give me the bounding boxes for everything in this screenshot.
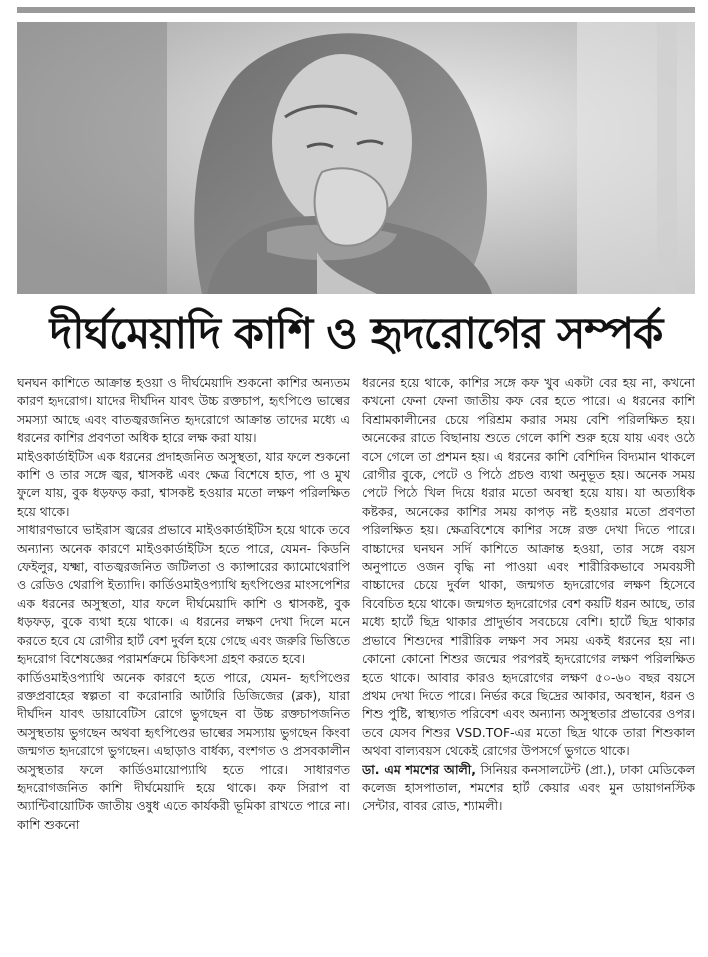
author-credit [362,761,695,816]
author-name: ডা. এম শমশের আলী, [362,761,476,777]
article-column-left [17,374,350,944]
article-body [17,374,695,944]
top-rule [17,7,695,13]
author-details: সিনিয়র কনসালটেন্ট (প্রা.), ঢাকা মেডিকেল কলেজ হাসপাতাল, শমশের হার্ট কেয়ার এবং মুন ডায়াগনস্টিক সেন্টার, বাবর রোড, শ্যামলী। [362,761,695,814]
paragraph: সাধারণভাবে ভাইরাস জ্বরের প্রভাবে মাইওকার্ডাইটিস হয়ে থাকে তবে অন্যান্য অনেক কারণে মাইওকার্ডাইটিস হতে পারে, যেমন- কিডনি ফেইলুর, যক্ষ্মা, বাতজ্বরজনিত জটিলতা ও ক্যান্সারের ক্যামোথেরাপি ও রেডিও থেরাপি ইত্যাদি। কার্ডিওমাইওপ্যাথি হৃৎপিণ্ডের মাংসপেশির এক ধরনের অসুস্থতা, যার ফলে দীর্ঘমেয়াদি কাশি ও শ্বাসকষ্ট, বুক ধড়ফড়, বুকে ব্যথা হয়ে থাকে। এ ধরনের লক্ষণ দেখা দিলে মনে করতে হবে যে রোগীর হার্ট বেশ দুর্বল হয়ে গেছে এবং জরুরি ভিত্তিতে হৃদরোগ বিশেষজ্ঞের পরামর্শক্রমে চিকিৎসা গ্রহণ করতে হবে। [17,522,350,667]
paragraph: ঘনঘন কাশিতে আক্রান্ত হওয়া ও দীর্ঘমেয়াদি শুকনো কাশির অন্যতম কারণ হৃদরোগ। যাদের দীর্ঘদিন যাবৎ উচ্চ রক্তচাপ, হৃৎপিণ্ডে ভাল্বের সমস্যা আছে এবং বাতজ্বরজনিত হৃদরোগে আক্রান্ত তাদের মধ্যে এ ধরনের কাশির প্রবণতা অধিক হারে লক্ষ করা যায়। [17,375,350,446]
paragraph: মাইওকার্ডাইটিস এক ধরনের প্রদাহজনিত অসুস্থতা, যার ফলে শুকনো কাশি ও তার সঙ্গে জ্বর, শ্বাসকষ্ট এবং ক্ষেত্র বিশেষে হাত, পা ও মুখ ফুলে যায়, বুক ধড়ফড় করা, শ্বাসকষ্ট হওয়ার মতো লক্ষণ পরিলক্ষিত হয়ে থাকে। [17,448,350,519]
paragraph: কার্ডিওমাইওপ্যাথি অনেক কারণে হতে পারে, যেমন- হৃৎপিণ্ডের রক্তপ্রবাহের স্বল্পতা বা করোনারি আর্টারি ডিজিজের (ব্লক), যারা দীর্ঘদিন যাবৎ ডায়াবেটিস রোগে ভুগছেন বা উচ্চ রক্তচাপজনিত অসুস্থতায় ভুগছেন অথবা হৃৎপিণ্ডের ভাল্বের সমস্যায় ভুগছেন কিংবা জন্মগত হৃদরোগে ভুগছেন। এছাড়াও বার্ধক্য, বংশগত ও প্রসবকালীন অসুস্থতার ফলে কার্ডিওমায়োপ্যাথি হতে পারে। সাধারণত হৃদরোগজনিত কাশি দীর্ঘমেয়াদি হয়ে থাকে। কফ সিরাপ বা অ্যান্টিবায়োটিক জাতীয় ওষুধ এতে কার্যকরী ভূমিকা রাখতে পারে না। কাশি শুকনো [17,669,350,832]
woman-coughing-photo [17,22,695,294]
article-column-right [362,374,695,944]
photo-illustration [17,22,695,294]
paragraph: ধরনের হয়ে থাকে, কাশির সঙ্গে কফ খুব একটা বের হয় না, কখনো কখনো ফেনা ফেনা জাতীয় কফ বের হতে পারে। এ ধরনের কাশি বিশ্রামকালীনের চেয়ে পরিশ্রম করার সময় বেশি পরিলক্ষিত হয়। অনেকের রাতে বিছানায় শুতে গেলে কাশি শুরু হয়ে যায় এবং ওঠে বসে গেলে তা প্রশমন হয়। এ ধরনের কাশি বেশিদিন বিদ্যমান থাকলে রোগীর বুকে, পেটে ও পিঠে প্রচণ্ড ব্যথা অনুভূত হয়। অনেক সময় পেটে পিঠে খিল দিয়ে ধরার মতো অবস্থা হয়ে যায়। যা অত্যধিক কষ্টকর, অনেকের কাশির সময় কাপড় নষ্ট হওয়ার মতো প্রবণতা পরিলক্ষিত হয়। ক্ষেত্রবিশেষে কাশির সঙ্গে রক্ত দেখা দিতে পারে। বাচ্চাদের ঘনঘন সর্দি কাশিতে আক্রান্ত হওয়া, তার সঙ্গে বয়স অনুপাতে ওজন বৃদ্ধি না পাওয়া এবং শারীরিকভাবে সমবয়সী বাচ্চাদের চেয়ে দুর্বল থাকা, জন্মগত হৃদরোগের লক্ষণ হিসেবে বিবেচিত হয়ে থাকে। জন্মগত হৃদরোগের বেশ কয়টি ধরন আছে, তার মধ্যে হার্টে ছিদ্র থাকার প্রাদুর্ভাব সবচেয়ে বেশি। হার্টে ছিদ্র থাকার প্রভাবে শিশুদের শারীরিক লক্ষণ সব সময় একই ধরনের হয় না। কোনো কোনো শিশুর জন্মের পরপরই হৃদরোগের লক্ষণ পরিলক্ষিত হতে থাকে। আবার কারও হৃদরোগের লক্ষণ ৫০-৬০ বছর বয়সে প্রথম দেখা দিতে পারে। নির্ভর করে ছিদ্রের আকার, অবস্থান, ধরন ও শিশু পুষ্টি, স্বাস্থ্যগত পরিবেশ এবং অন্যান্য অসুস্থতার প্রভাবের ওপর। তবে যেসব শিশুর VSD.TOF-এর মতো ছিদ্র থাকে তারা শিশুকাল অথবা বাল্যবয়স থেকেই রোগের উপসর্গে ভুগতে থাকে। [362,375,695,759]
article-headline: দীর্ঘমেয়াদি কাশি ও হৃদরোগের সম্পর্ক [49,309,663,359]
